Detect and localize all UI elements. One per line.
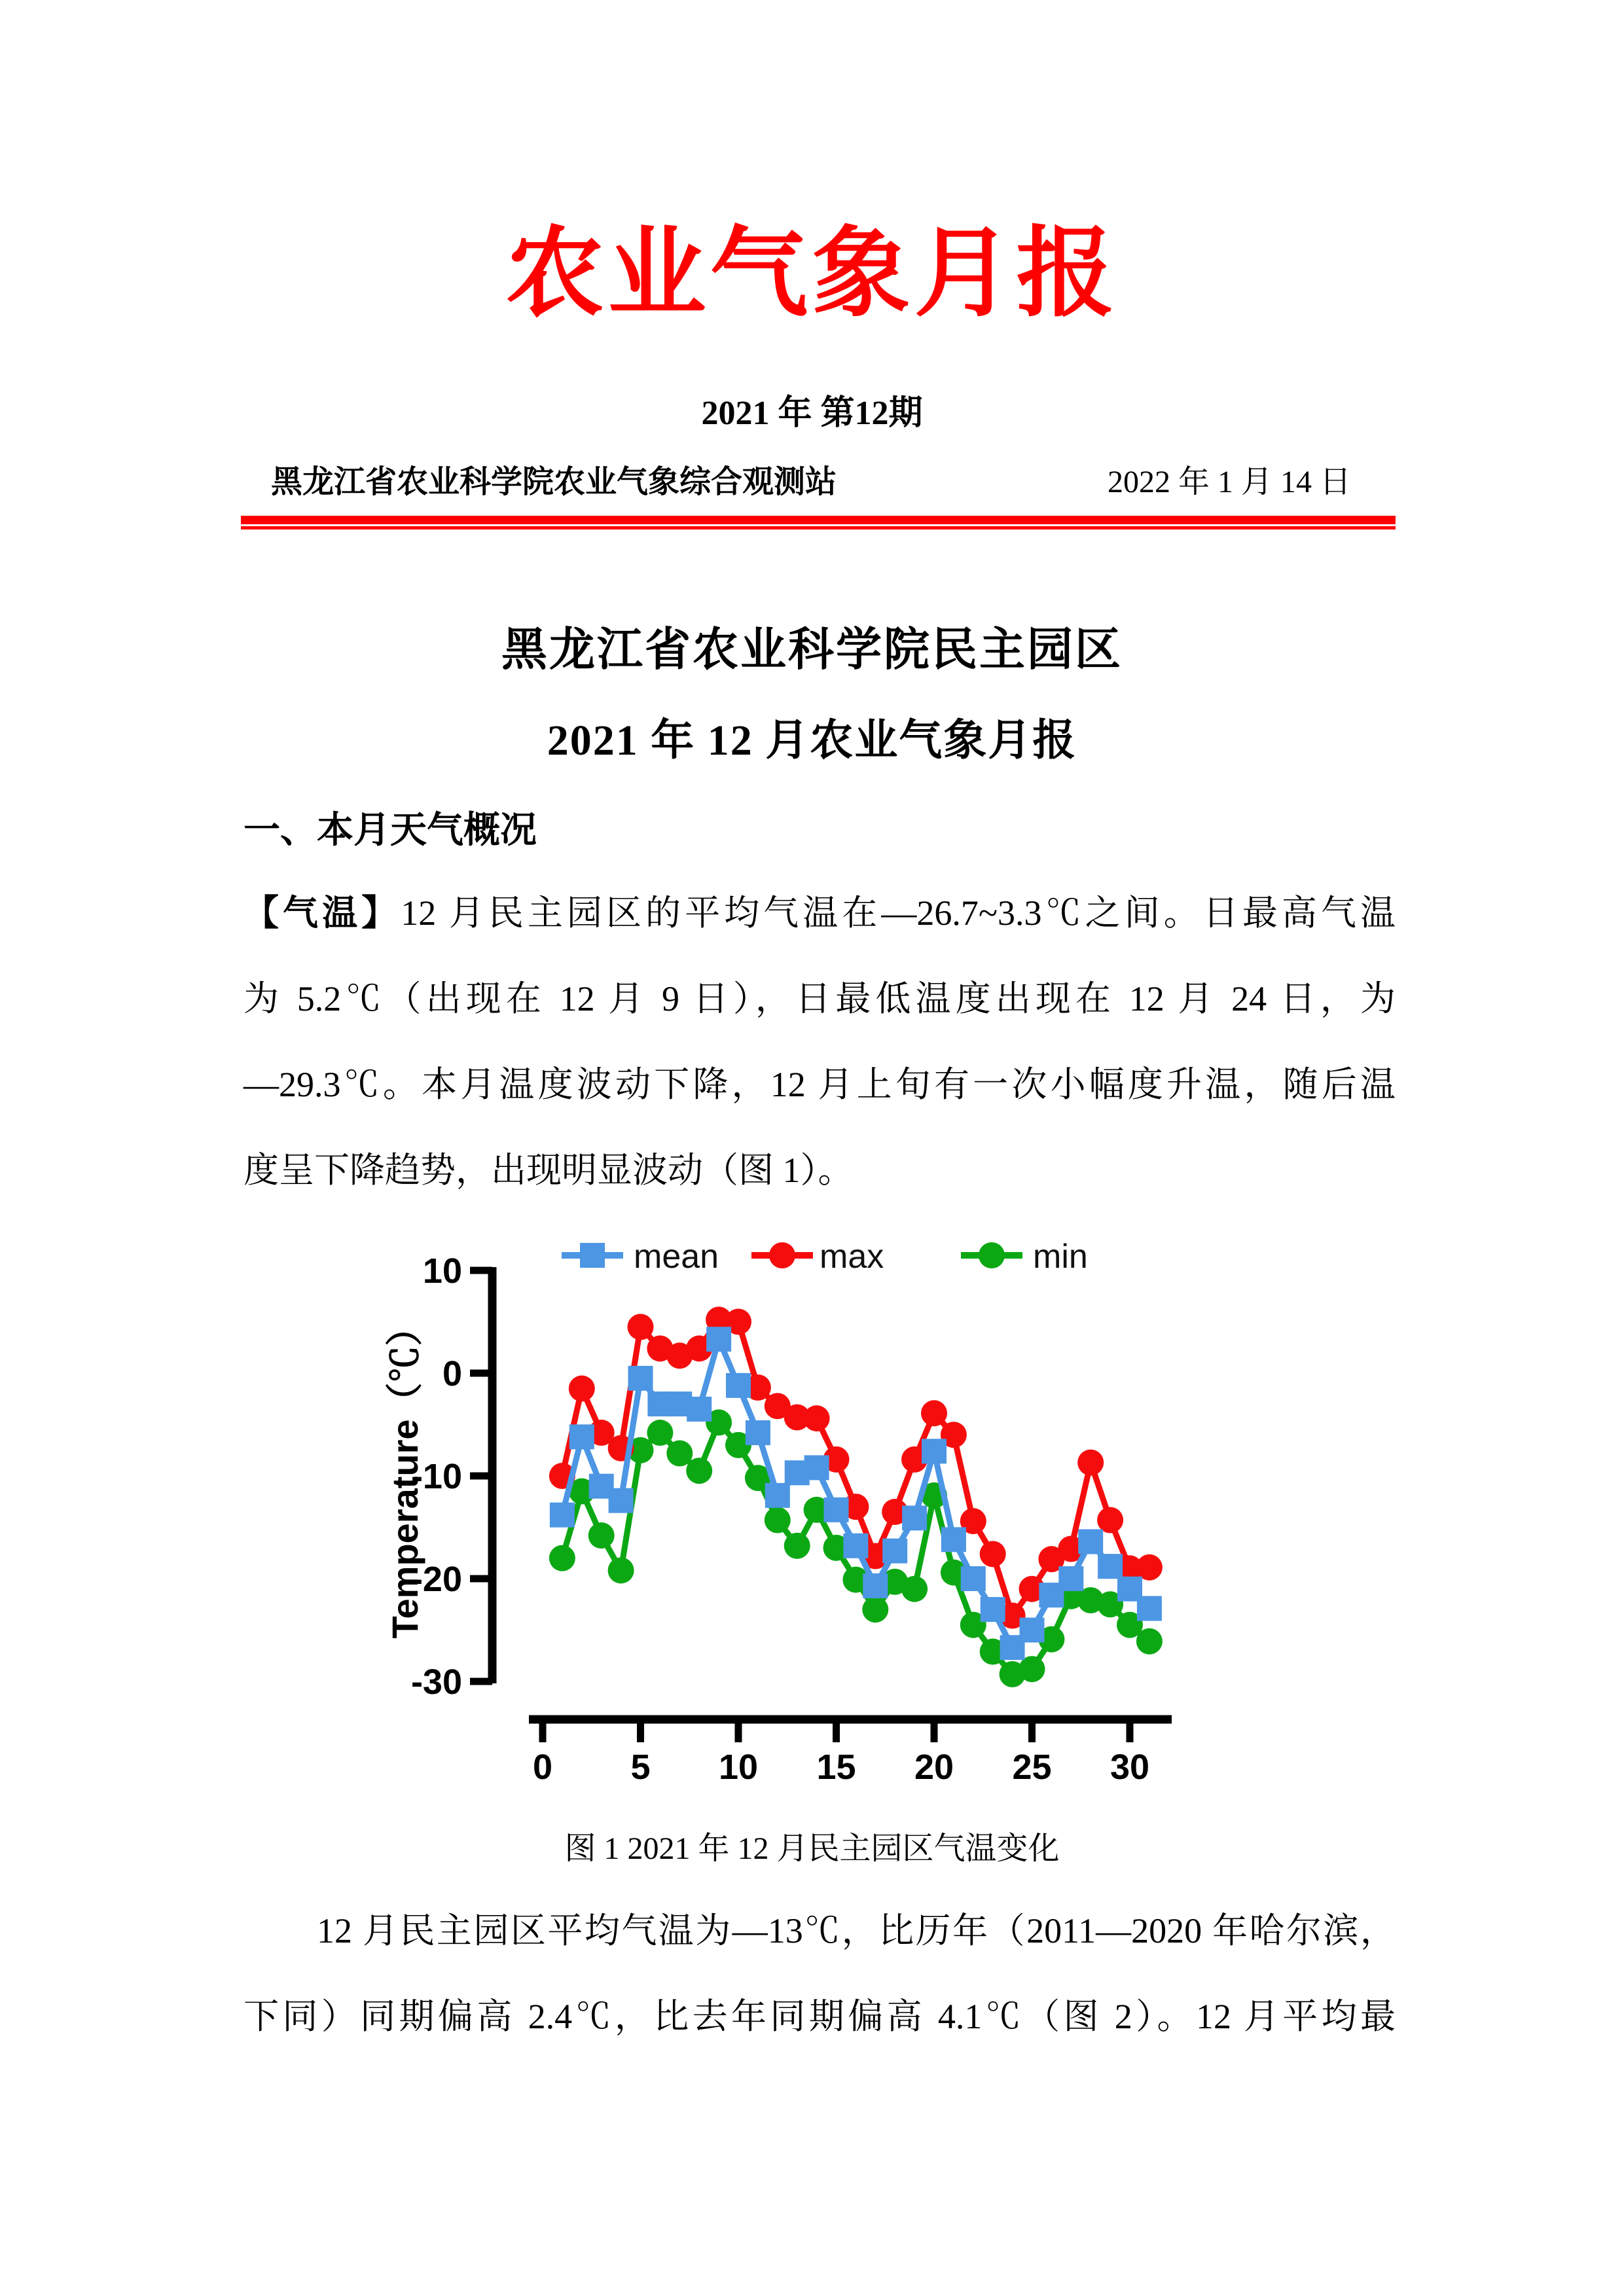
data-point-mean <box>863 1573 888 1598</box>
data-point-mean <box>687 1397 712 1422</box>
paragraph-line: 12 月民主园区平均气温为—13℃，比历年（2011—2020 年哈尔滨， <box>317 1911 1396 1950</box>
data-point-mean <box>706 1327 731 1352</box>
x-tick-label: 20 <box>914 1748 954 1787</box>
masthead-row <box>244 462 1396 503</box>
data-point-mean <box>922 1439 947 1463</box>
y-tick-label: 10 <box>422 1251 462 1291</box>
data-point-min <box>765 1507 791 1534</box>
rule-thin-bar <box>241 526 1396 529</box>
data-point-min <box>588 1522 615 1549</box>
paragraph-temperature <box>244 870 1396 1213</box>
y-tick-label: -20 <box>410 1560 462 1599</box>
figure-caption: 图 1 2021 年 12 月民主园区气温变化 <box>564 1831 1060 1866</box>
data-point-max <box>769 1242 795 1268</box>
data-point-max <box>1077 1450 1104 1476</box>
data-point-mean <box>1137 1596 1162 1621</box>
issue-line: 2021 年 第12期 <box>701 395 923 432</box>
data-point-mean <box>1098 1554 1123 1579</box>
legend-label-min: min <box>1033 1238 1088 1276</box>
data-point-mean <box>941 1527 966 1552</box>
data-point-min <box>862 1596 888 1623</box>
data-point-mean <box>824 1498 849 1522</box>
y-tick-label: -10 <box>410 1457 462 1496</box>
data-point-mean <box>804 1455 829 1480</box>
data-point-min <box>686 1458 712 1484</box>
paragraph-line: —29.3℃。本月温度波动下降，12 月上旬有一次小幅度升温，随后温 <box>244 1065 1396 1104</box>
data-point-mean <box>609 1488 634 1513</box>
data-point-min <box>549 1545 575 1571</box>
data-point-mean <box>1020 1618 1045 1643</box>
x-tick-label: 5 <box>630 1748 651 1787</box>
paragraph-comparison <box>244 1888 1396 2060</box>
data-point-mean <box>765 1483 790 1508</box>
paragraph-line: 为 5.2℃（出现在 12 月 9 日），日最低温度出现在 12 月 24 日，为 <box>244 979 1396 1018</box>
temperature-label: 【气温】 <box>244 893 401 933</box>
document-title: 农业气象月报 <box>505 220 1119 329</box>
y-tick-label: -30 <box>410 1662 462 1702</box>
data-point-min <box>901 1576 928 1602</box>
report-heading-line1: 黑龙江省农业科学院民主园区 <box>501 625 1123 675</box>
data-point-min <box>979 1242 1005 1268</box>
data-point-mean <box>843 1534 868 1558</box>
report-heading-line2: 2021 年 12 月农业气象月报 <box>547 717 1077 764</box>
data-point-mean <box>746 1420 770 1445</box>
data-point-min <box>666 1440 693 1466</box>
paragraph-line: 度呈下降趋势，出现明显波动（图 1）。 <box>244 1151 854 1190</box>
y-axis-title: Temperature（℃） <box>384 1309 425 1639</box>
temperature-chart <box>367 1217 1244 1793</box>
y-tick-label: 0 <box>442 1354 462 1393</box>
x-tick-label: 30 <box>1110 1748 1150 1787</box>
data-point-min <box>1136 1628 1163 1655</box>
rule-thick-bar <box>241 516 1396 524</box>
data-point-min <box>784 1533 810 1559</box>
x-tick-label: 10 <box>718 1748 759 1787</box>
data-point-mean <box>981 1597 1005 1622</box>
data-point-min <box>647 1420 673 1446</box>
x-tick-label: 0 <box>532 1748 553 1787</box>
section-heading: 一、本月天气概况 <box>244 810 537 851</box>
data-point-max <box>628 1314 654 1340</box>
legend-label-max: max <box>820 1238 884 1276</box>
data-point-mean <box>882 1539 907 1564</box>
x-tick-label: 15 <box>816 1748 856 1787</box>
data-point-mean <box>580 1243 605 1268</box>
data-point-mean <box>1058 1566 1083 1591</box>
data-point-max <box>980 1541 1006 1567</box>
x-tick-label: 25 <box>1012 1748 1052 1787</box>
station-name: 黑龙江省农业科学院农业气象综合观测站 <box>271 465 837 499</box>
data-point-mean <box>961 1566 986 1591</box>
masthead-double-rule <box>241 516 1396 529</box>
data-point-mean <box>569 1424 594 1449</box>
legend-label-mean: mean <box>634 1238 719 1276</box>
data-point-max <box>804 1405 830 1431</box>
data-point-mean <box>628 1366 653 1391</box>
data-point-mean <box>1078 1529 1103 1554</box>
paragraph-line: 【气温】12 月民主园区的平均气温在—26.7~3.3℃之间。日最高气温 <box>244 893 1396 933</box>
data-point-min <box>608 1557 634 1583</box>
data-point-mean <box>902 1505 927 1530</box>
data-point-max <box>921 1400 947 1426</box>
data-point-mean <box>726 1373 751 1398</box>
issue-date: 2022 年 1 月 14 日 <box>1107 465 1351 499</box>
data-point-mean <box>550 1503 575 1528</box>
data-point-max <box>569 1376 595 1402</box>
paragraph-line: 下同）同期偏高 2.4℃，比去年同期偏高 4.1℃（图 2）。12 月平均最 <box>244 1997 1396 2036</box>
